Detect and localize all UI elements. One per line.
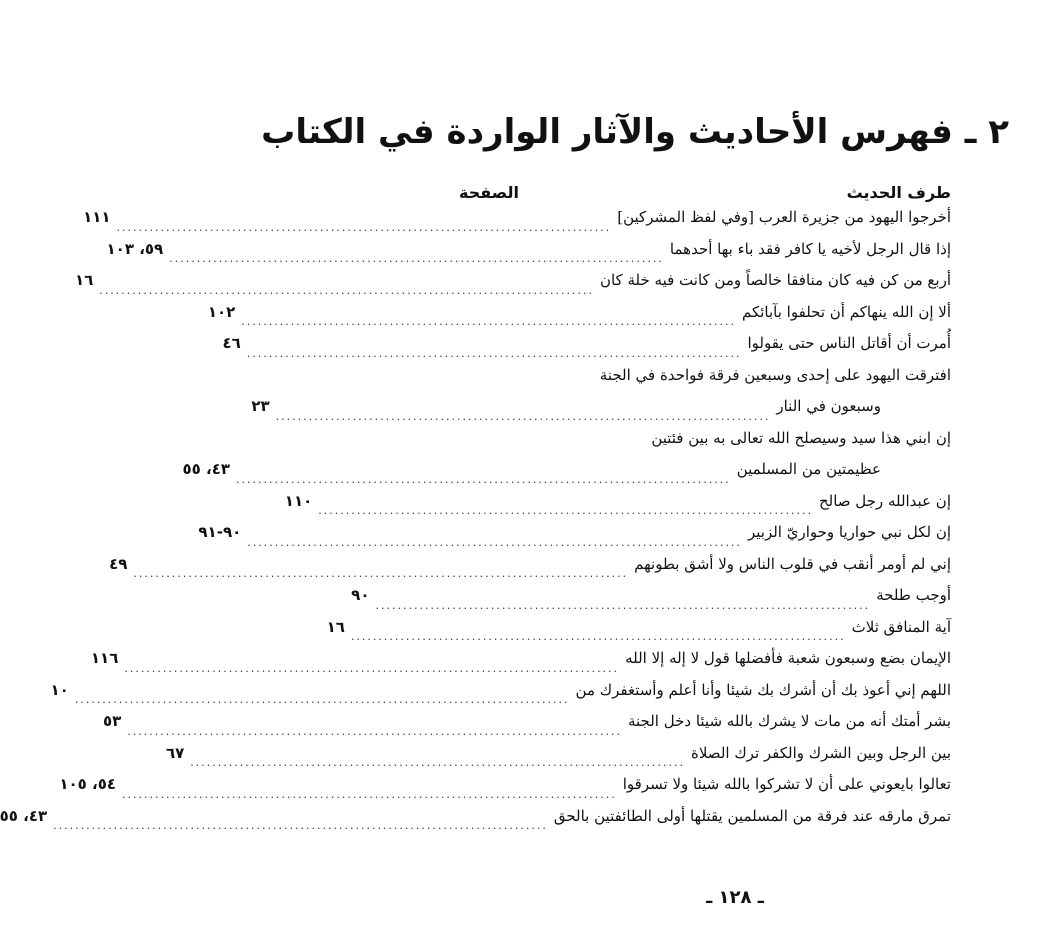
leader-dots: ..........................................................................................	[350, 630, 846, 643]
hadith-text: وسبعون في النار	[776, 397, 881, 415]
page-title: ٢ ـ فهرس الأحاديث والآثار الواردة في الكتاب	[261, 112, 1009, 152]
index-entry	[165, 743, 951, 776]
page-reference: ٤٦	[222, 334, 241, 352]
index-entry	[284, 491, 951, 524]
index-entry	[457, 366, 951, 398]
index-entry	[198, 523, 951, 555]
page-reference: ٢٣	[251, 397, 270, 415]
index-entry	[457, 429, 951, 461]
hadith-text: إني لم أومر أنقب في قلوب الناس ولا أشق بطونهم	[634, 554, 951, 573]
hadith-text: إن لكل نبي حواريا وحواريّ الزبير	[747, 523, 951, 541]
leader-dots: ..........................................................................................	[133, 567, 629, 580]
index-entry	[74, 271, 951, 303]
page-reference: ٩٠-٩١	[198, 523, 242, 541]
index-entry	[50, 680, 951, 713]
leader-dots: ..........................................................................................	[247, 535, 742, 549]
page-reference: ١١٠	[284, 491, 313, 510]
hadith-text: افترقت اليهود على إحدى وسبعين فرقة فواحدة في الجنة	[599, 365, 951, 384]
page-reference: ١١١	[83, 208, 111, 226]
hadith-text: إن عبدالله رجل صالح	[818, 491, 951, 510]
leader-dots: ..........................................................................................	[116, 220, 612, 234]
hadith-text: أُمرت أن أقاتل الناس حتى يقولوا	[747, 334, 951, 352]
hadith-column-header: طرف الحديث	[846, 183, 951, 202]
hadith-text: تمرق مارقه عند فرقة من المسلمين يقتلها أولى الطائفتين بالحق	[553, 806, 951, 825]
index-entry	[102, 712, 951, 744]
index-entry	[0, 806, 951, 839]
page-reference: ١١٦	[90, 649, 119, 667]
hadith-text: إن ابني هذا سيد وسيصلح الله تعالى به بين فئتين	[651, 428, 951, 447]
leader-dots: ..........................................................................................	[124, 661, 620, 675]
page-reference: ٩٠	[351, 586, 370, 604]
hadith-text: آية المنافق ثلاث	[851, 617, 951, 636]
index-list	[0, 208, 951, 838]
page-reference: ٦٧	[165, 743, 185, 762]
leader-dots: ..........................................................................................	[236, 472, 731, 486]
hadith-text: أخرجوا اليهود من جزيرة العرب [وفي لفظ المشركين]	[617, 208, 951, 226]
hadith-text: الإيمان بضع وسبعون شعبة فأفضلها قول لا إله إلا الله	[625, 649, 951, 667]
page-reference: ٥٩، ١٠٣	[106, 239, 164, 258]
hadith-text: إذا قال الرجل لأخيه يا كافر فقد باء بها أحدهما	[669, 239, 951, 258]
index-entry	[351, 586, 951, 618]
index-entry	[251, 397, 951, 429]
page-number: ـ ١٢٨ ـ	[706, 887, 764, 908]
index-entry	[109, 554, 951, 587]
page-reference: ٤٣، ٥٥	[182, 460, 230, 478]
index-entry	[207, 302, 951, 335]
leader-dots: ..........................................................................................	[318, 504, 813, 517]
hadith-text: عظيمتين من المسلمين	[736, 460, 881, 478]
leader-dots: ..........................................................................................	[127, 724, 622, 738]
index-entry	[59, 775, 951, 807]
page-reference: ٥٤، ١٠٥	[59, 775, 117, 793]
hadith-text: بشر أمتك أنه من مات لا يشرك بالله شيئا دخل الجنة	[627, 712, 951, 730]
hadith-text: تعالوا بايعوني على أن لا تشركوا بالله شيئا ولا تسرقوا	[622, 775, 951, 793]
index-entry	[222, 334, 951, 366]
hadith-text: بين الرجل وبين الشرك والكفر ترك الصلاة	[691, 743, 951, 762]
index-entry	[106, 239, 951, 272]
leader-dots: ..........................................................................................	[74, 693, 570, 706]
page-reference: ١٠٢	[207, 302, 236, 321]
page-reference: ٥٣	[102, 712, 122, 730]
hadith-text: أربع من كن فيه كان منافقا خالصاً ومن كانت فيه خلة كان	[599, 271, 951, 289]
page-reference: ١٦	[326, 617, 345, 636]
index-entry	[182, 460, 951, 492]
page-reference: ٤٣، ٥٥	[0, 806, 48, 825]
leader-dots: ..........................................................................................	[53, 819, 548, 832]
leader-dots: ..........................................................................................	[375, 598, 871, 612]
hadith-text: أوجب طلحة	[876, 586, 951, 604]
leader-dots: ..........................................................................................	[99, 283, 594, 297]
leader-dots: ..........................................................................................	[122, 787, 617, 801]
leader-dots: ..........................................................................................	[246, 346, 742, 360]
page-reference: ١٠	[50, 680, 69, 699]
page-reference: ٤٩	[109, 554, 128, 573]
leader-dots: ..........................................................................................	[241, 315, 736, 328]
page-column-header: الصفحة	[459, 183, 520, 202]
leader-dots: ..........................................................................................	[190, 756, 685, 769]
hadith-text: اللهم إني أعوذ بك أن أشرك بك شيئا وأنا أعلم وأستغفرك من	[575, 680, 951, 699]
index-entry	[326, 617, 951, 650]
index-entry	[83, 208, 951, 240]
leader-dots: ..........................................................................................	[275, 409, 771, 423]
index-entry	[90, 649, 951, 681]
hadith-text: ألا إن الله ينهاكم أن تحلفوا بآبائكم	[741, 302, 951, 321]
leader-dots: ..........................................................................................	[169, 252, 664, 265]
page-reference: ١٦	[74, 271, 94, 289]
